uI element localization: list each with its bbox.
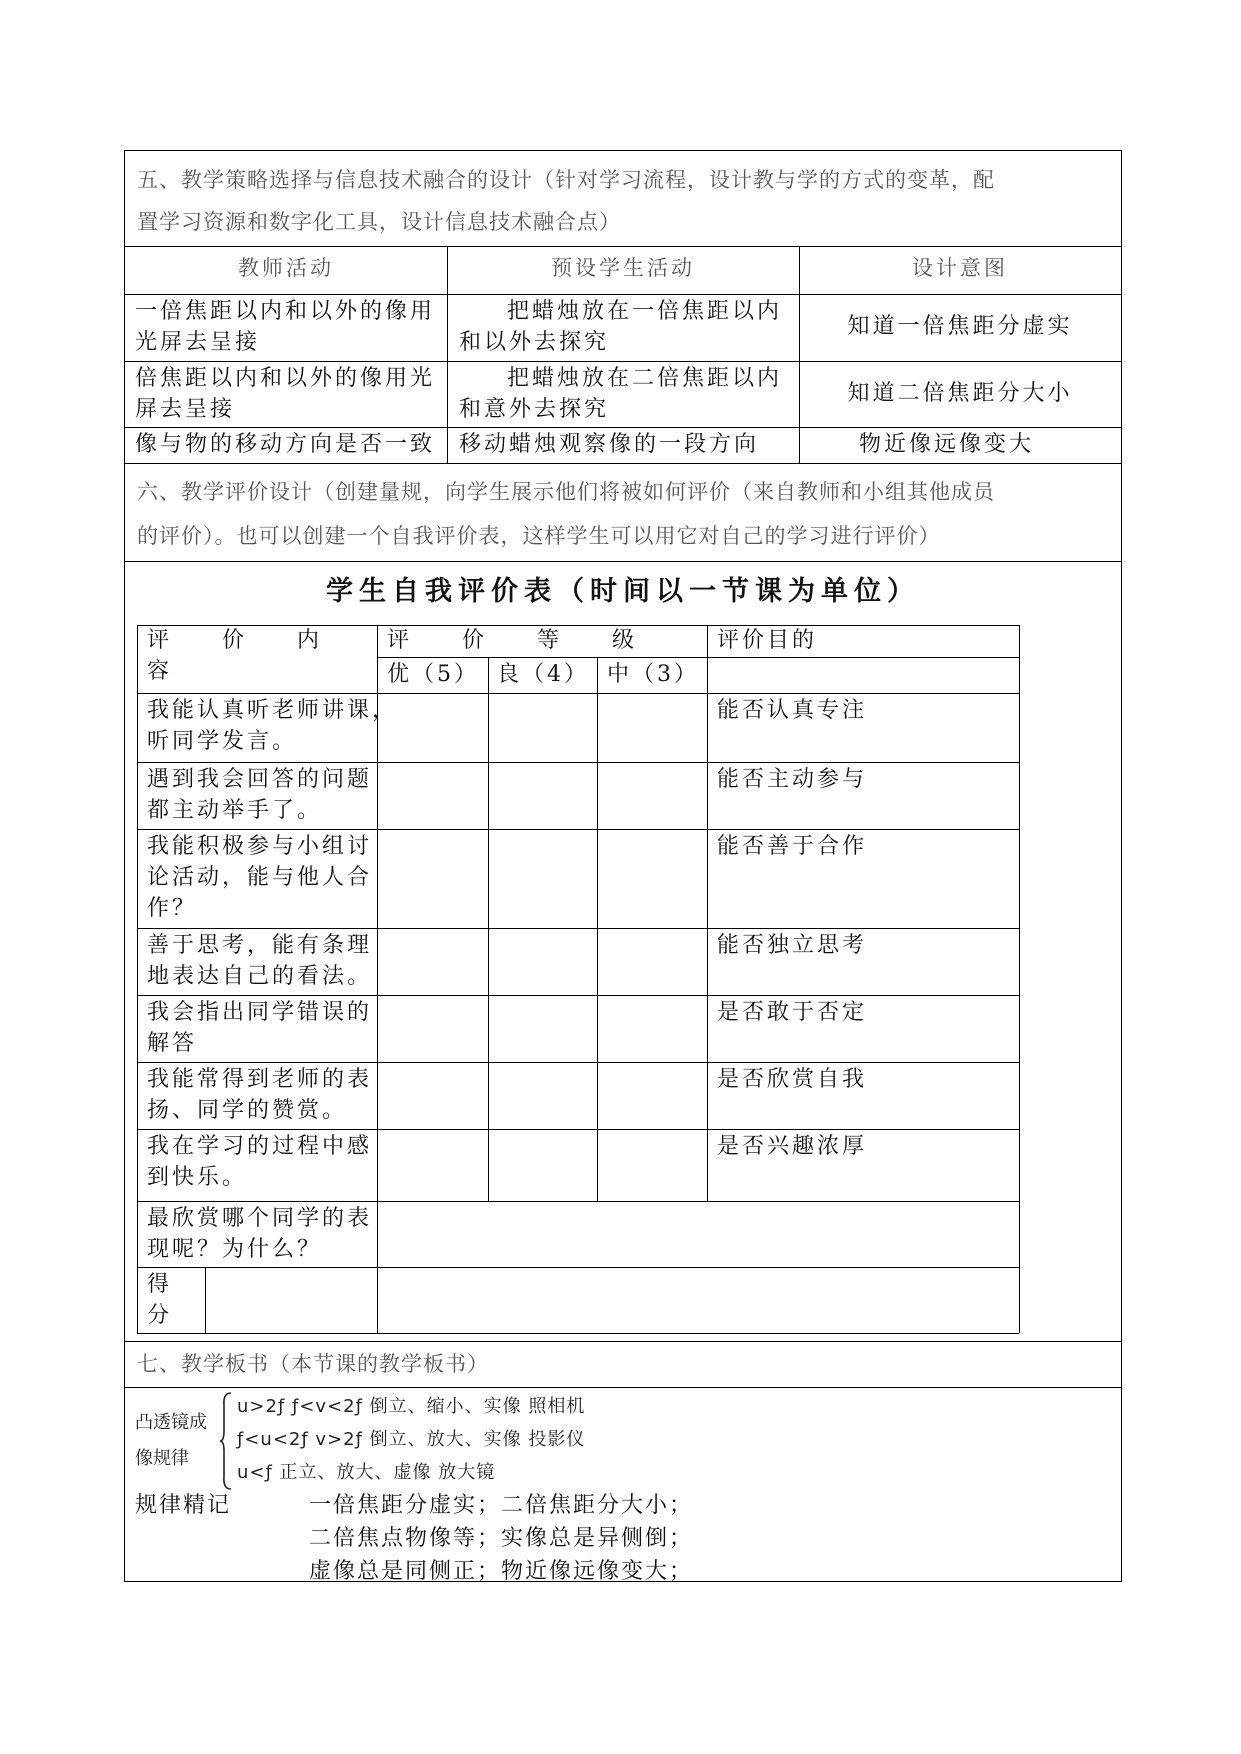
divider (137, 693, 1019, 694)
cell-line: 凸透镜成 (135, 1412, 207, 1433)
evaluation-item (147, 930, 372, 992)
divider (1019, 625, 1020, 1333)
section5-heading-line1: 五、教学策略选择与信息技术融合的设计（针对学习流程，设计教与学的方式的变革，配 (137, 168, 995, 192)
section6-heading-line1: 六、教学评价设计（创建量规，向学生展示他们将被如何评价（来自教师和小组其他成员 (137, 480, 995, 504)
evaluation-item (147, 1131, 372, 1193)
cell-line: 到快乐。 (147, 1165, 248, 1190)
cell-line: 扬、同学的赞赏。 (147, 1098, 348, 1123)
divider (707, 625, 708, 1201)
cell-line: 地表达自己的看法。 (147, 964, 373, 989)
rule-label: 规律精记 (135, 1493, 232, 1518)
grade-average: 中（3） (607, 662, 699, 687)
cell-line: 我能积极参与小组讨 (147, 834, 373, 859)
table-row-student: 移动蜡烛观察像的一段方向 (459, 432, 760, 457)
divider (137, 995, 1019, 996)
evaluation-item (147, 764, 372, 826)
cell-line: 善于思考，能有条理 (147, 933, 373, 958)
cell-line: 和以外去探究 (459, 330, 610, 355)
rule-line: 二倍焦点物像等；实像总是异侧倒； (309, 1526, 694, 1551)
cell-line: 分 (147, 1303, 173, 1328)
evaluation-purpose: 是否兴趣浓厚 (717, 1134, 868, 1159)
evaluation-item (147, 831, 372, 924)
evaluation-purpose: 能否主动参与 (717, 767, 868, 792)
table-row-teacher (135, 296, 435, 358)
table-row-teacher: 像与物的移动方向是否一致 (135, 432, 436, 457)
cell-line: 解答 (147, 1031, 198, 1056)
divider (137, 928, 1019, 929)
table-row-intent: 知道二倍焦距分大小 (847, 381, 1073, 406)
board-line: ƒ<u<2ƒ v>2ƒ 倒立、放大、实像 投影仪 (237, 1429, 586, 1450)
section7-heading: 七、教学板书（本节课的教学板书） (137, 1352, 489, 1376)
evaluation-item (147, 695, 397, 757)
divider (125, 246, 1121, 247)
divider (125, 427, 1121, 428)
divider (125, 294, 1121, 295)
evaluation-purpose: 能否独立思考 (717, 933, 868, 958)
divider (377, 657, 1019, 658)
board-line: u>2ƒ ƒ<v<2ƒ 倒立、缩小、实像 照相机 (237, 1396, 586, 1417)
column-header-teacher: 教师活动 (238, 256, 334, 280)
header-purpose-label: 评价目的 (717, 628, 818, 653)
column-header-student: 预设学生活动 (551, 256, 695, 280)
cell-line: 我能认真听老师讲课， (147, 698, 398, 723)
cell-line: 屏去呈接 (135, 397, 236, 422)
section5-heading-line2: 置学习资源和数字化工具，设计信息技术融合点） (137, 210, 621, 234)
rule-lines (309, 1489, 693, 1588)
table-row-intent: 知道一倍焦距分虚实 (847, 314, 1073, 339)
table-row-teacher (135, 363, 435, 425)
cell-line: 光屏去呈接 (135, 330, 261, 355)
cell-line: 倍焦距以内和以外的像用光 (135, 366, 436, 391)
column-header-intent: 设计意图 (912, 256, 1008, 280)
divider (488, 657, 489, 1201)
cell-line: 最欣赏哪个同学的表 (147, 1206, 373, 1231)
cell-line: 容 (147, 659, 173, 684)
self-evaluation-table (137, 625, 1017, 1333)
evaluation-purpose: 能否认真专注 (717, 698, 868, 723)
evaluation-purpose: 是否欣赏自我 (717, 1067, 868, 1092)
divider (137, 1267, 1019, 1268)
divider (137, 762, 1019, 763)
cell-line: 评 价 内 (147, 628, 323, 653)
grade-excellent: 优（5） (387, 662, 479, 687)
divider (205, 1267, 206, 1333)
rule-line: 一倍焦距分虚实；二倍焦距分大小； (309, 1493, 694, 1518)
divider (125, 361, 1121, 362)
divider (137, 1129, 1019, 1130)
table-row-intent: 物近像远像变大 (859, 432, 1035, 457)
cell-line: 遇到我会回答的问题 (147, 767, 373, 792)
divider (597, 657, 598, 1201)
grade-good: 良（4） (497, 662, 589, 687)
cell-line: 我会指出同学错误的 (147, 1000, 373, 1025)
score-label (147, 1269, 172, 1331)
cell-line: 一倍焦距以内和以外的像用 (135, 299, 436, 324)
cell-line: 都主动举手了。 (147, 798, 323, 823)
divider (125, 463, 1121, 464)
cell-line: 把蜡烛放在二倍焦距以内 (507, 366, 783, 391)
evaluation-item (147, 997, 372, 1059)
table-row-student (459, 363, 782, 425)
header-content-label (147, 625, 322, 687)
divider (137, 1333, 1019, 1334)
board-rules (237, 1390, 585, 1489)
board-label (135, 1405, 207, 1477)
left-brace-icon (219, 1391, 233, 1491)
table-row-student (459, 296, 782, 358)
cell-line: 像规律 (135, 1448, 189, 1469)
rule-line: 虚像总是同侧正；物近像远像变大； (309, 1559, 694, 1584)
self-evaluation-title: 学生自我评价表（时间以一节课为单位） (326, 576, 920, 607)
divider (125, 1387, 1121, 1388)
cell-line: 我能常得到老师的表 (147, 1067, 373, 1092)
board-line: u<ƒ 正立、放大、虚像 放大镜 (237, 1462, 496, 1483)
cell-line: 得 (147, 1272, 173, 1297)
divider (137, 625, 138, 1333)
header-grade-label: 评 价 等 级 (387, 628, 638, 653)
evaluation-purpose: 是否敢于否定 (717, 1000, 868, 1025)
evaluation-purpose: 能否善于合作 (717, 834, 868, 859)
divider (137, 1201, 1019, 1202)
evaluation-item (147, 1064, 372, 1126)
cell-line: 和意外去探究 (459, 397, 610, 422)
cell-line: 我在学习的过程中感 (147, 1134, 373, 1159)
cell-line: 论活动，能与他人合 (147, 865, 373, 890)
divider (125, 561, 1121, 562)
appreciate-question (147, 1203, 372, 1265)
divider (137, 1062, 1019, 1063)
lesson-plan-frame (124, 150, 1122, 1582)
cell-line: 听同学发言。 (147, 729, 298, 754)
cell-line: 现呢？为什么？ (147, 1237, 323, 1262)
cell-line: 把蜡烛放在一倍焦距以内 (507, 299, 783, 324)
section6-heading-line2: 的评价）。也可以创建一个自我评价表，这样学生可以用它对自己的学习进行评价） (137, 524, 941, 548)
divider (137, 829, 1019, 830)
cell-line: 作？ (147, 896, 198, 921)
